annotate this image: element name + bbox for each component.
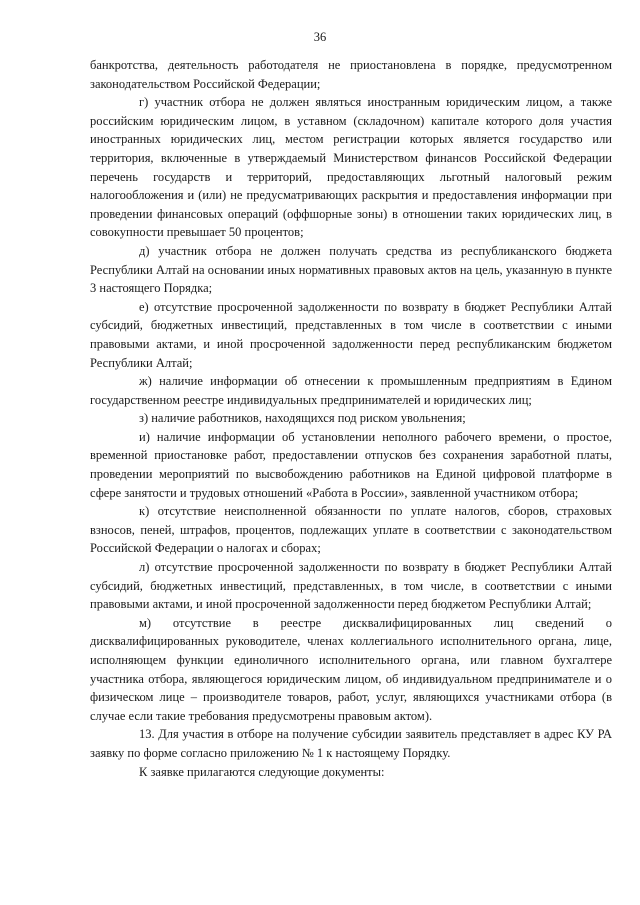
paragraph-item-d: д) участник отбора не должен получать средства из республиканского бюджета Республики Алтай на основании иных нормативных правовых актов на цель, указанную в пункте 3 настоящего Порядка; (90, 243, 612, 296)
paragraph-item-k: к) отсутствие неисполненной обязанности по уплате налогов, сборов, страховых взносов, пеней, штрафов, процентов, подлежащих уплате в соответствии с законодательством Российской Федерации о налогах и сборах; (90, 504, 612, 556)
paragraph-item-l: л) отсутствие просроченной задолженности по возврату в бюджет Республики Алтай субсидий, бюджетных инвестиций, представленных, в том числе, в соответствии с иными правовыми актами, и иной просроченной задолженности перед бюджетом Республики Алтай; (90, 560, 612, 612)
paragraph-item-i: и) наличие информации об установлении неполного рабочего времени, о простое, временной приостановке работ, предоставлении отпусков без сохранения заработной платы, проведении мероприятий по высвобождению работников на Единой цифровой платформе в сфере занятости и трудовых отношений «Работа в России», заявленной участником отбора; (90, 429, 612, 500)
paragraph-item-z: з) наличие работников, находящихся под риском увольнения; (139, 411, 466, 426)
paragraph-item-zh: ж) наличие информации об отнесении к промышленным предприятиям в Едином государственном реестре индивидуальных предпринимателей и юридических лиц; (90, 374, 612, 407)
paragraph-attached-documents: К заявке прилагаются следующие документы: (139, 764, 385, 779)
paragraph-bankruptcy-continuation: банкротства, деятельность работодателя не приостановлена в порядке, предусмотренном законодательством Российской Федерации; (90, 58, 612, 91)
paragraph-item-m: м) отсутствие в реестре дисквалифицированных лиц сведений о дисквалифицированных руководителе, членах коллегиального исполнительного органа, лице, исполняющем функции единоличного исполнительного органа, или главном бухгалтере участника отбора, являющегося юридическим лицом, об индивидуальном предпринимателе и о физическом лице – производителе товаров, работ, услуг, являющихся участниками отбора (в случае если такие требования предусмотрены правовым актом). (90, 615, 612, 723)
paragraph-item-g: г) участник отбора не должен являться иностранным юридическим лицом, а также российским юридическим лицом, в уставном (складочном) капитале которого доля участия иностранных юридических лиц, местом регистрации которых является государство или территория, включенные в утверждаемый Министерством финансов Российской Федерации перечень государств и территорий, предоставляющих льготный налоговый режим налогообложения и (или) не предусматривающих раскрытия и предоставления информации при проведении финансовых операций (оффшорные зоны) в отношении таких юридических лиц, в совокупности превышает 50 процентов; (90, 95, 612, 240)
paragraph-item-e: е) отсутствие просроченной задолженности по возврату в бюджет Республики Алтай субсидий, бюджетных инвестиций, представленных в том числе в соответствии с иными правовыми актами, и иной просроченной задолженности перед республиканским бюджетом Республики Алтай; (90, 299, 612, 370)
paragraph-section-13: 13. Для участия в отборе на получение субсидии заявитель представляет в адрес КУ РА заявку по форме согласно приложению № 1 к настоящему Порядку. (90, 727, 612, 760)
page-number: 36 (313, 30, 327, 44)
page-body (90, 56, 612, 781)
